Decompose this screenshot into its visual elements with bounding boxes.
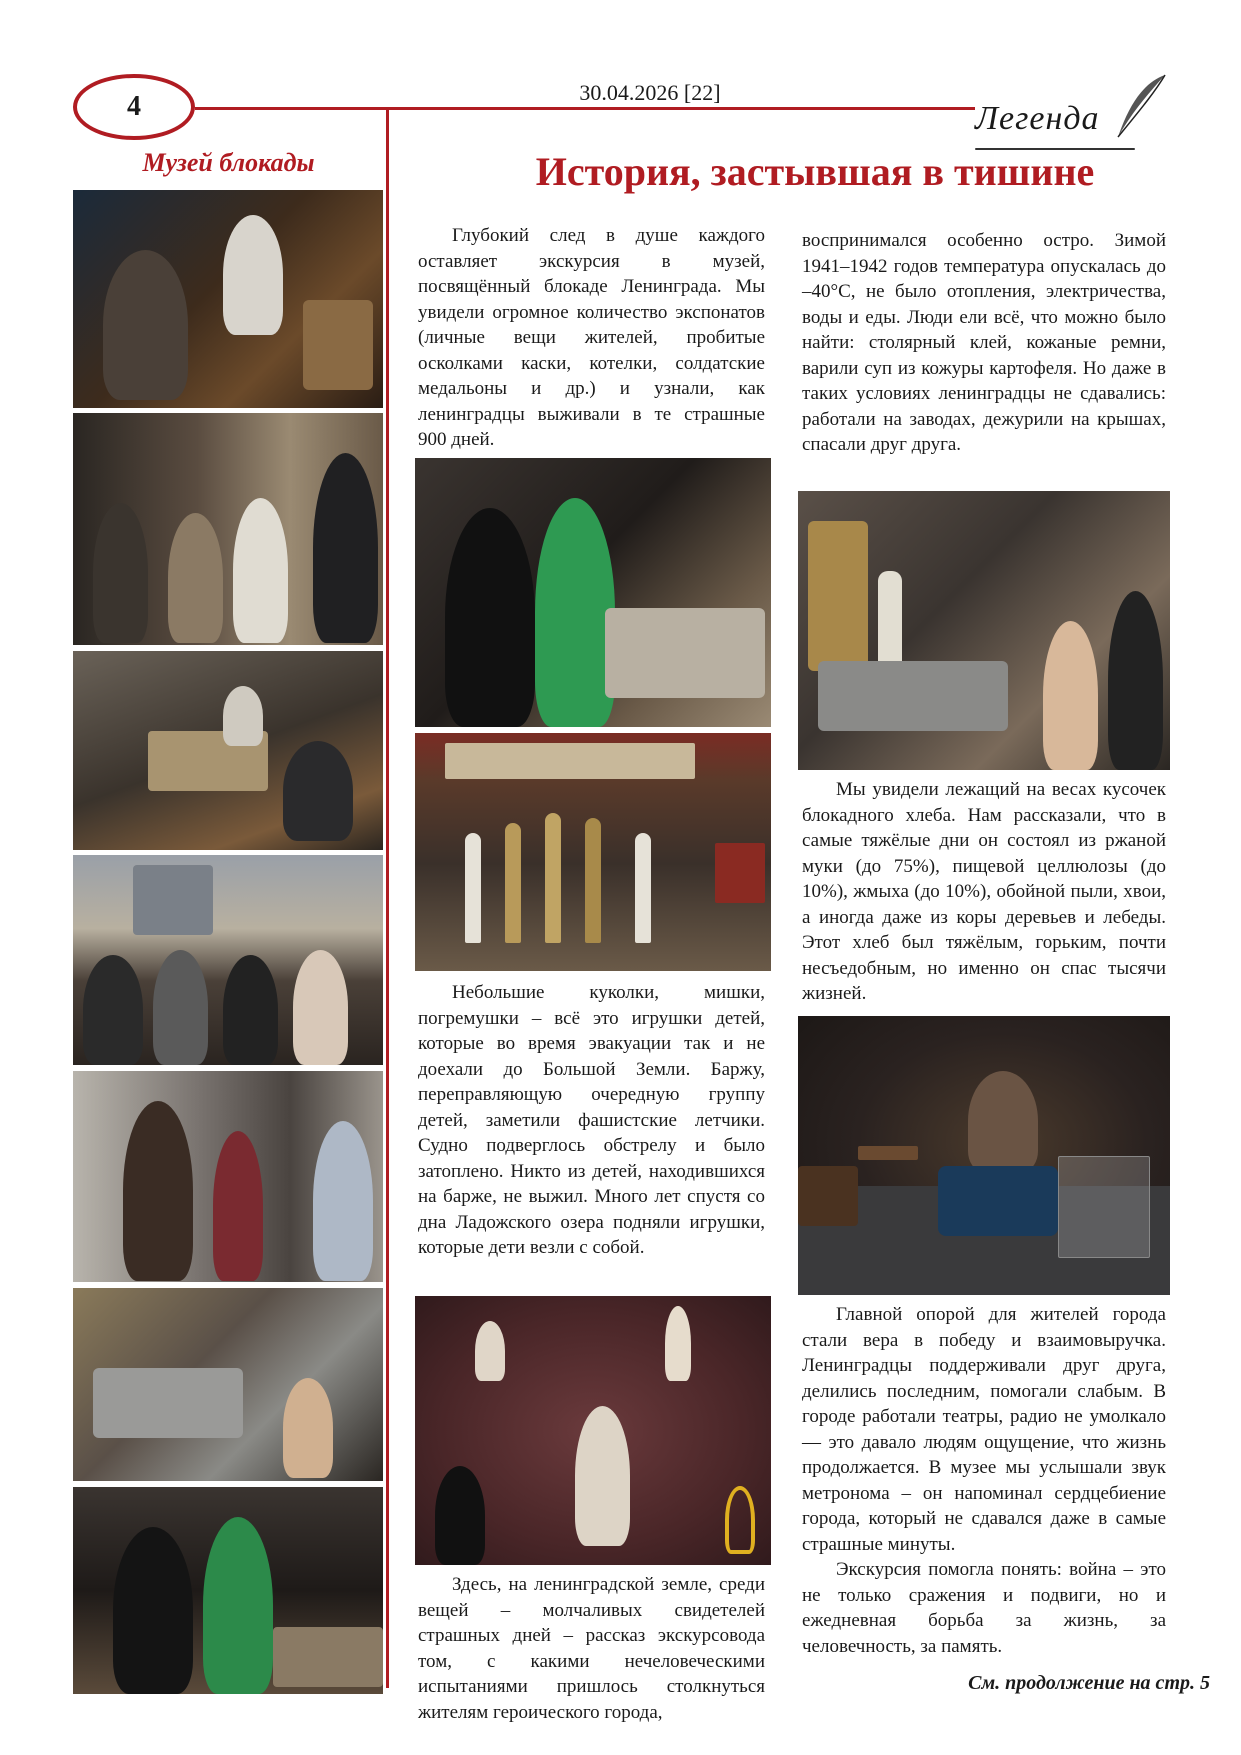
photo-boys-showcase: [415, 458, 771, 727]
photo-guide-talk: [73, 1071, 383, 1282]
photo-group-panorama: [73, 855, 383, 1065]
rubric-title: Музей блокады: [142, 148, 315, 177]
article-text-intro: Глубокий след в душе каждого оставляет экскурсия в музей, посвящённый блокаде Ленинграда. Мы увидели огромное количество экспонатов (личные вещи жителей, пробитые осколками каски, котелки, солдатские медальоны и др.) и узнали, как ленинградцы выживали в те страшные 900 дней.: [418, 225, 765, 450]
photo-bread-scales: [798, 1016, 1170, 1295]
article-text-guide: Здесь, на ленинградской земле, среди вещей – молчаливых свидетелей страшных дней – рассказ экскурсовода том, с какими нечеловеческими испытаниями пришлось столкнуться жителям героического города,: [418, 1574, 765, 1723]
article-text-support: Главной опорой для жителей города стали вера в победу и взаимовыручка. Ленинградцы поддерживали друг друга, делились последним, помогали слабым. В городе работали театры, радио не умолкало — это давало людям ощущение, что жизнь продолжается. В музее мы услышали звук метронома – он напоминал сердцебиение города, который не сдавался даже в самые страшные минуты. Экскурсия помогла понять: война – это не только сражения и подвиги, но и ежедневная борьба за жизнь, за человечность, за память.: [802, 1304, 1166, 1657]
continuation-note: См. продолжение на стр. 5: [968, 1672, 1210, 1694]
article-text-toys: Небольшие куколки, мишки, погремушки – всё это игрушки детей, которые во время эвакуации так и не доехали до Большой Земли. Баржу, переправляющую очередную группу детей, заметили фашистские летчики. Судно подверглось обстрелу и было затоплено. Никто из детей, находившихся на барже, не выжил. Много лет спустя со дна Ладожского озера подняли игрушки, которые дети везли с собой.: [418, 982, 765, 1258]
photo-guide-group: [73, 413, 383, 645]
article-text-winter: воспринимался особенно остро. Зимой 1941–1942 годов температура опускалась до –40°С, не было отопления, электричества, воды и еды. Люди ели всё, что можно было найти: столярный клей, кожаные ремни, варили суп из кожуры картофеля. Но даже в таких условиях ленинградцы не сдавались: работали на заводах, дежурили на крышах, спасали друг друга.: [802, 230, 1166, 455]
photo-toys-display: [415, 1296, 771, 1565]
photo-lathe-girl: [73, 1288, 383, 1481]
photo-shells-display: [415, 733, 771, 971]
newspaper-logo: Легенда: [975, 100, 1100, 137]
article-text-bread: Мы увидели лежащий на весах кусочек блокадного хлеба. Нам рассказали, что в самые тяжёлые дни он состоял из ржаной муки (до 75%), пищевой целлюлозы (до 10%), жмыха (до 10%), обойной пыли, хвои, а иногда даже из коры деревьев и лебеды. Этот хлеб был тяжёлым, горьким, почти несъедобным, но именно он спас тысячи жизней.: [802, 779, 1166, 1004]
column-divider: [386, 108, 389, 1688]
photo-showcase-room: [73, 651, 383, 850]
page-number: 4: [127, 91, 141, 122]
issue-date: 30.04.2026 [22]: [579, 80, 721, 105]
photo-workshop-lathe: [798, 491, 1170, 770]
header-rule: [195, 107, 975, 110]
photo-visitors-showcase: [73, 190, 383, 408]
photo-teens-showcase: [73, 1487, 383, 1694]
article-title: История, застывшая в тишине: [535, 149, 1095, 194]
feather-icon: [1110, 72, 1170, 142]
